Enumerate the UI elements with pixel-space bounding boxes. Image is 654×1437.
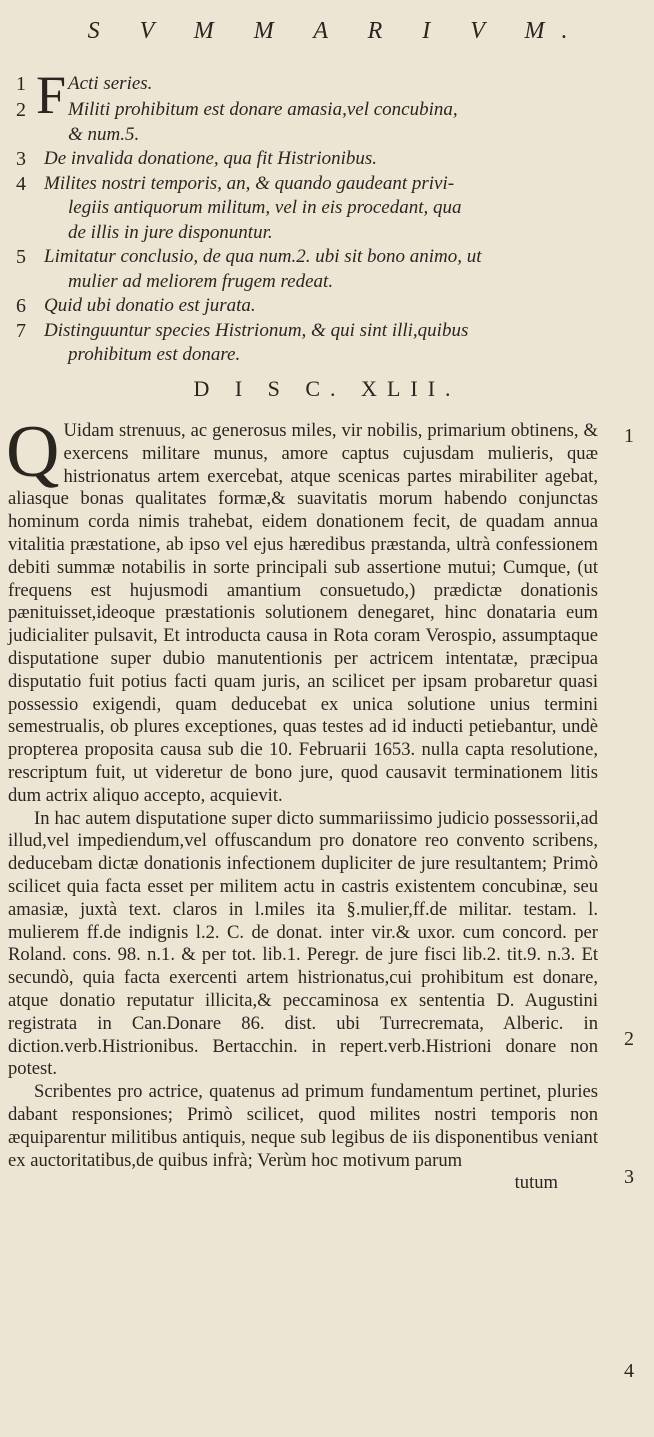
paragraph-3: Scribentes pro actrice, quatenus ad primum fundamentum pertinet, pluries dabant responsiones; Primò scilicet, quod milites nostri temporis non æquiparentur militibus antiquis, neque sub legibus de iis disponentibus veniant ex auctoritatibus,de quibus infrà; Verùm hoc motivum parum: [8, 1081, 598, 1171]
summary-number: 3: [16, 148, 26, 170]
paragraph-1: [6, 411, 598, 808]
summary-number: 1: [16, 73, 26, 95]
summary-line: Militi prohibitum est donare amasia,vel concubina,: [68, 99, 458, 120]
paragraph-2: In hac autem disputatione super dicto summariissimo judicio possessorii,ad illud,vel impediendum,vel offuscandum pro donatore reo convento scribens, deducebam dictæ donationis infectionem dupliciter de jure resultantem; Primò scilicet quia facta esset per militem actu in castris existentem concubinæ, seu amasiæ, juxtà text. claros in l.miles ita §.mulier,ff.de militar. testam. l. mulierem ff.de indignis l.2. C. de donat. inter vir.& uxor. cum concord. per Roland. cons. 98. n.1. & per tot. lib.1. Peregr. de jure fisci lib.2. tit.9. n.3. Et secundò, quia facta exercenti artem histrionatus,cui prohibitum est donare, atque donatio reputatur illicita,& peccaminosa ex sententia D. Augustini registrata in Can.Donare 86. dist. ubi Turrecremata, Alberic. in diction.verb.Histrionibus. Bertacchin. in repert.verb.Histrioni donare non potest.: [8, 807, 598, 1080]
summary-dropcap: F: [36, 65, 67, 125]
summary-number: 5: [16, 246, 26, 268]
summary-item: [16, 172, 616, 246]
summary-item: [16, 98, 616, 147]
summary-text: Quid ubi donatio est jurata.: [44, 295, 256, 316]
summary-item: [16, 147, 616, 172]
summary-number: 4: [16, 172, 26, 195]
summary-text: [44, 172, 616, 246]
margin-number: 4: [624, 1360, 634, 1382]
discourse-heading: D I S C. XLII.: [193, 376, 461, 401]
summary-text: De invalida donatione, qua fit Histrionibus.: [44, 148, 378, 169]
summary-line: de illis in jure disponuntur.: [68, 221, 273, 243]
summary-text: [44, 319, 616, 368]
margin-number: 2: [624, 1028, 634, 1050]
summary-line: legiis antiquorum militum, vel in eis procedant, qua: [68, 197, 462, 218]
summary-line: mulier ad meliorem frugem redeat.: [68, 270, 334, 292]
summary-item: [16, 245, 616, 294]
summary-line: Milites nostri temporis, an, & quando gaudeant privi-: [44, 172, 455, 194]
summary-title: S V M M A R I V M.: [87, 18, 585, 44]
summary-item: [16, 319, 616, 368]
margin-number: 1: [624, 425, 634, 447]
summary-text: [68, 98, 616, 147]
summary-number: 2: [16, 99, 26, 121]
summary-item: [16, 294, 616, 319]
summary-line: & num.5.: [68, 123, 140, 145]
dropcap-letter: Q: [6, 411, 60, 493]
catchword: tutum: [514, 1172, 558, 1194]
summary-line: Distinguuntur species Histrionum, & qui sint illi,quibus: [44, 319, 469, 341]
summary-list: [16, 65, 616, 368]
margin-number: 3: [624, 1166, 634, 1188]
paragraph-1-text: Uidam strenuus, ac generosus miles, vir nobilis, primarium obtinens, & exercens militare munus, amore captus cujusdam mulieris, quæ histrionatus artem exercebat, atque scenicas partes mirabiliter agebat, aliasque bonas qualitates formæ,& suavitatis morum habendo conjunctas hominum corda nimis trahebat, eidem donationem fecit, de quadam annua vitalitia præstatione, ab ipso vel ejus hæredibus præstanda, ultrà confessionem debiti summæ notabilis in sorte principali sub assertione mutui; Cumque, (ut frequens est hujusmodi amantium consuetudo,) prædictæ donationis pænituisset,ideoque præstationis solutionem denegaret, hinc donataria eum judicialiter pulsavit, Et introducta causa in Rota coram Verospio, assumptaque disputatione super dubio manutentionis per actricem intentatæ, præcipua disputatio fuit potius facti quam juris, an scilicet per ipsam probaretur quasi possessio exigendi, quam deducebat ex unica solutione unius termini semestrualis, ob plures exceptiones, quas testes ad id inducti petiebantur, undè propterea proposita causa sub die 10. Februarii 1653. nulla capta resolutione, rescriptum fuit, ut videretur de bono jure, quod causavit terminationem litis dum actrix aliquo accepto, acquievit.: [8, 420, 598, 806]
summary-number: 7: [16, 319, 26, 342]
summary-line: prohibitum est donare.: [68, 344, 241, 365]
body-text: [6, 411, 598, 1195]
summary-text: [44, 245, 616, 294]
summary-line: Limitatur conclusio, de qua num.2. ubi sit bono animo, ut: [44, 246, 482, 267]
summary-number: 6: [16, 295, 26, 317]
summary-text: Acti series.: [68, 73, 153, 94]
